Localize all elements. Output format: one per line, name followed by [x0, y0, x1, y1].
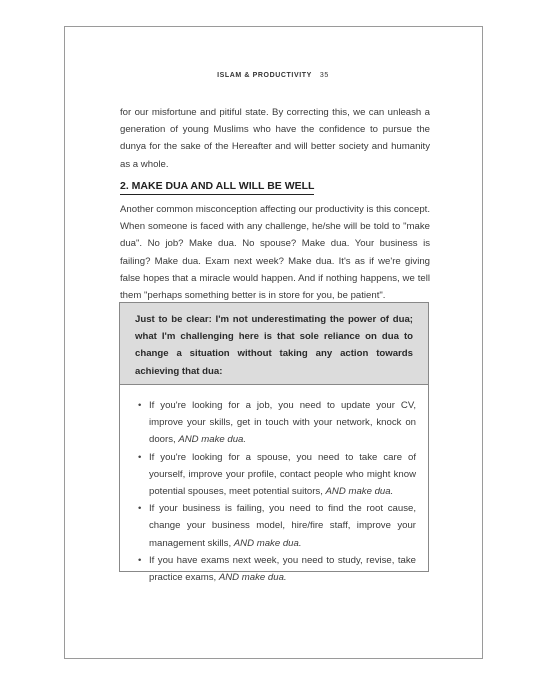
bullet-text: If you have exams next week, you need to study, revise, take practice exams, [149, 554, 416, 584]
section-heading [120, 180, 430, 192]
bullet-text: If you're looking for a spouse, you need to take care of yourself, improve your profile, contact people who might know potential spouses, meet potential suitors, [149, 451, 416, 498]
bullet-item [138, 500, 416, 552]
bullet-emphasis: AND make dua. [178, 434, 247, 446]
bullet-text: If you're looking for a job, you need to update your CV, improve your skills, get in touch with your network, knock on doors, [149, 400, 416, 446]
callout-heading: Just to be clear: I'm not underestimating the power of dua; what I'm challenging here is that sole reliance on dua to change a situation without taking any action towards achieving that dua: [120, 303, 428, 385]
bullet-item [138, 552, 416, 586]
bullet-item [138, 449, 416, 501]
page-number: 35 [319, 72, 329, 79]
callout-box [119, 302, 429, 584]
bullet-emphasis: AND make dua. [233, 537, 302, 549]
bullet-emphasis: AND make dua. [325, 486, 394, 498]
bullet-emphasis: AND make dua. [218, 572, 287, 584]
bullet-item [138, 397, 416, 449]
running-header [0, 72, 546, 79]
intro-paragraph: for our misfortune and pitiful state. By correcting this, we can unleash a generation of young Muslims who have the confidence to pursue the dunya for the sake of the Hereafter and will better society and humanity as a whole. [120, 107, 430, 170]
callout-bullet-list [120, 385, 428, 586]
running-header-title: ISLAM & PRODUCTIVITY [217, 72, 312, 79]
bullet-text: If your business is failing, you need to find the root cause, change your business model, hire/fire staff, improve your management skills, [149, 503, 416, 549]
body-paragraph: Another common misconception affecting our productivity is this concept. When someone is faced with any challenge, he/she will be told to "make dua". No job? Make dua. No spouse? Make dua. Your business is failing? Make dua. Exam next week? Make dua. It's as if we're giving false hopes that a miracle would happen. And if nothing happens, we tell them "perhaps something better is in store for you, be patient". [120, 204, 430, 302]
section-heading-text: 2. MAKE DUA AND ALL WILL BE WELL [120, 180, 314, 195]
